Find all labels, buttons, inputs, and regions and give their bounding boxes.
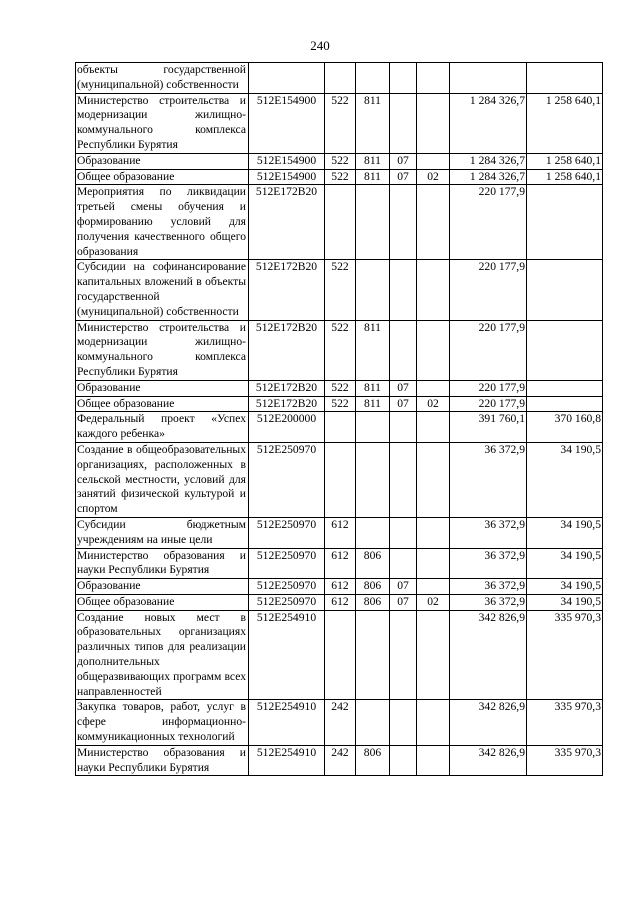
amount-year1-cell: 342 826,9 — [450, 610, 527, 700]
administrator-code-cell — [356, 517, 390, 548]
administrator-code-cell — [356, 412, 390, 443]
amount-year1-cell: 1 284 326,7 — [450, 153, 527, 169]
row-name-cell: Создание новых мест в образовательных организациях различных типов для реализации дополнительных общеразвивающих программ всех направленностей — [76, 610, 249, 700]
target-article-cell: 512E250970 — [249, 548, 325, 579]
amount-year1-cell — [450, 63, 527, 94]
subsection-cell — [417, 442, 450, 517]
expense-type-cell — [325, 442, 356, 517]
administrator-code-cell — [356, 63, 390, 94]
target-article-cell: 512E172B20 — [249, 260, 325, 320]
administrator-code-cell: 811 — [356, 320, 390, 380]
target-article-cell: 512E200000 — [249, 412, 325, 443]
table-row — [76, 412, 603, 443]
row-name-cell: Министерство образования и науки Республики Бурятия — [76, 548, 249, 579]
subsection-cell — [417, 93, 450, 153]
expense-type-cell — [325, 412, 356, 443]
target-article-cell: 512E250970 — [249, 594, 325, 610]
amount-year2-cell: 1 258 640,1 — [527, 93, 603, 153]
section-cell — [390, 185, 417, 260]
amount-year1-cell: 36 372,9 — [450, 548, 527, 579]
subsection-cell — [417, 412, 450, 443]
amount-year1-cell: 391 760,1 — [450, 412, 527, 443]
administrator-code-cell: 806 — [356, 594, 390, 610]
amount-year1-cell: 36 372,9 — [450, 442, 527, 517]
row-name-cell: Субсидии бюджетным учреждениям на иные цели — [76, 517, 249, 548]
amount-year1-cell: 342 826,9 — [450, 745, 527, 776]
administrator-code-cell — [356, 610, 390, 700]
section-cell — [390, 320, 417, 380]
table-row — [76, 169, 603, 185]
expense-type-cell: 522 — [325, 380, 356, 396]
administrator-code-cell — [356, 442, 390, 517]
table-row — [76, 93, 603, 153]
table-row — [76, 63, 603, 94]
table-row — [76, 153, 603, 169]
expense-type-cell: 522 — [325, 320, 356, 380]
amount-year2-cell — [527, 260, 603, 320]
section-cell — [390, 548, 417, 579]
budget-table — [75, 62, 603, 776]
target-article-cell — [249, 63, 325, 94]
amount-year2-cell: 335 970,3 — [527, 745, 603, 776]
table-row — [76, 700, 603, 745]
row-name-cell: Образование — [76, 579, 249, 595]
amount-year1-cell: 1 284 326,7 — [450, 169, 527, 185]
subsection-cell — [417, 63, 450, 94]
table-row — [76, 442, 603, 517]
amount-year1-cell: 1 284 326,7 — [450, 93, 527, 153]
subsection-cell — [417, 260, 450, 320]
section-cell — [390, 517, 417, 548]
expense-type-cell: 612 — [325, 594, 356, 610]
target-article-cell: 512E250970 — [249, 517, 325, 548]
row-name-cell: Субсидии на софинансирование капитальных вложений в объекты государственной (муниципальной) собственности — [76, 260, 249, 320]
amount-year2-cell — [527, 380, 603, 396]
administrator-code-cell: 811 — [356, 396, 390, 412]
subsection-cell: 02 — [417, 594, 450, 610]
row-name-cell: Общее образование — [76, 396, 249, 412]
administrator-code-cell: 806 — [356, 579, 390, 595]
row-name-cell: Министерство образования и науки Республики Бурятия — [76, 745, 249, 776]
target-article-cell: 512E154900 — [249, 169, 325, 185]
target-article-cell: 512E172B20 — [249, 396, 325, 412]
table-row — [76, 380, 603, 396]
subsection-cell: 02 — [417, 396, 450, 412]
subsection-cell — [417, 185, 450, 260]
row-name-cell: Создание в общеобразовательных организациях, расположенных в сельской местности, условий для занятий физической культурой и спортом — [76, 442, 249, 517]
expense-type-cell: 522 — [325, 169, 356, 185]
subsection-cell: 02 — [417, 169, 450, 185]
amount-year2-cell: 34 190,5 — [527, 548, 603, 579]
expense-type-cell: 612 — [325, 517, 356, 548]
row-name-cell: Мероприятия по ликвидации третьей смены обучения и формированию условий для получения качественного общего образования — [76, 185, 249, 260]
target-article-cell: 512E154900 — [249, 93, 325, 153]
target-article-cell: 512E154900 — [249, 153, 325, 169]
section-cell — [390, 610, 417, 700]
amount-year2-cell: 34 190,5 — [527, 517, 603, 548]
administrator-code-cell: 811 — [356, 169, 390, 185]
subsection-cell — [417, 610, 450, 700]
amount-year2-cell: 34 190,5 — [527, 594, 603, 610]
table-body — [76, 63, 603, 776]
expense-type-cell — [325, 63, 356, 94]
row-name-cell: Закупка товаров, работ, услуг в сфере информационно-коммуникационных технологий — [76, 700, 249, 745]
subsection-cell — [417, 700, 450, 745]
table-row — [76, 548, 603, 579]
amount-year2-cell: 370 160,8 — [527, 412, 603, 443]
expense-type-cell: 612 — [325, 579, 356, 595]
section-cell — [390, 93, 417, 153]
expense-type-cell — [325, 610, 356, 700]
table-row — [76, 517, 603, 548]
row-name-cell: Общее образование — [76, 594, 249, 610]
section-cell: 07 — [390, 396, 417, 412]
amount-year1-cell: 36 372,9 — [450, 594, 527, 610]
administrator-code-cell — [356, 260, 390, 320]
administrator-code-cell: 811 — [356, 380, 390, 396]
table-row — [76, 320, 603, 380]
page-number: 240 — [310, 38, 330, 53]
target-article-cell: 512E254910 — [249, 745, 325, 776]
amount-year1-cell: 220 177,9 — [450, 260, 527, 320]
amount-year2-cell — [527, 396, 603, 412]
expense-type-cell: 522 — [325, 260, 356, 320]
amount-year1-cell: 220 177,9 — [450, 380, 527, 396]
administrator-code-cell: 811 — [356, 93, 390, 153]
target-article-cell: 512E250970 — [249, 579, 325, 595]
row-name-cell: Министерство строительства и модернизации жилищно-коммунального комплекса Республики Бурятия — [76, 93, 249, 153]
amount-year1-cell: 36 372,9 — [450, 517, 527, 548]
amount-year2-cell: 1 258 640,1 — [527, 153, 603, 169]
amount-year2-cell: 34 190,5 — [527, 442, 603, 517]
table-row — [76, 610, 603, 700]
subsection-cell — [417, 745, 450, 776]
amount-year1-cell: 220 177,9 — [450, 320, 527, 380]
amount-year2-cell — [527, 320, 603, 380]
section-cell: 07 — [390, 579, 417, 595]
row-name-cell: Министерство строительства и модернизации жилищно-коммунального комплекса Республики Бурятия — [76, 320, 249, 380]
target-article-cell: 512E172B20 — [249, 185, 325, 260]
row-name-cell: Образование — [76, 153, 249, 169]
amount-year2-cell — [527, 185, 603, 260]
expense-type-cell: 522 — [325, 93, 356, 153]
section-cell — [390, 442, 417, 517]
expense-type-cell: 242 — [325, 745, 356, 776]
target-article-cell: 512E172B20 — [249, 380, 325, 396]
subsection-cell — [417, 153, 450, 169]
amount-year2-cell: 1 258 640,1 — [527, 169, 603, 185]
section-cell: 07 — [390, 594, 417, 610]
section-cell — [390, 63, 417, 94]
table-row — [76, 579, 603, 595]
target-article-cell: 512E254910 — [249, 700, 325, 745]
subsection-cell — [417, 320, 450, 380]
row-name-cell: Общее образование — [76, 169, 249, 185]
administrator-code-cell: 806 — [356, 745, 390, 776]
section-cell — [390, 412, 417, 443]
subsection-cell — [417, 548, 450, 579]
amount-year1-cell: 36 372,9 — [450, 579, 527, 595]
table-row — [76, 745, 603, 776]
section-cell — [390, 745, 417, 776]
section-cell: 07 — [390, 153, 417, 169]
subsection-cell — [417, 579, 450, 595]
amount-year2-cell: 34 190,5 — [527, 579, 603, 595]
row-name-cell: Федеральный проект «Успех каждого ребенка» — [76, 412, 249, 443]
administrator-code-cell: 811 — [356, 153, 390, 169]
administrator-code-cell: 806 — [356, 548, 390, 579]
administrator-code-cell — [356, 700, 390, 745]
amount-year1-cell: 342 826,9 — [450, 700, 527, 745]
target-article-cell: 512E254910 — [249, 610, 325, 700]
amount-year2-cell: 335 970,3 — [527, 610, 603, 700]
section-cell: 07 — [390, 380, 417, 396]
subsection-cell — [417, 517, 450, 548]
amount-year1-cell: 220 177,9 — [450, 396, 527, 412]
expense-type-cell: 612 — [325, 548, 356, 579]
section-cell — [390, 700, 417, 745]
target-article-cell: 512E172B20 — [249, 320, 325, 380]
target-article-cell: 512E250970 — [249, 442, 325, 517]
table-row — [76, 396, 603, 412]
row-name-cell: объекты государственной (муниципальной) собственности — [76, 63, 249, 94]
amount-year2-cell: 335 970,3 — [527, 700, 603, 745]
expense-type-cell: 522 — [325, 396, 356, 412]
table-row — [76, 185, 603, 260]
administrator-code-cell — [356, 185, 390, 260]
section-cell: 07 — [390, 169, 417, 185]
table-row — [76, 594, 603, 610]
amount-year2-cell — [527, 63, 603, 94]
expense-type-cell: 242 — [325, 700, 356, 745]
expense-type-cell — [325, 185, 356, 260]
expense-type-cell: 522 — [325, 153, 356, 169]
section-cell — [390, 260, 417, 320]
row-name-cell: Образование — [76, 380, 249, 396]
subsection-cell — [417, 380, 450, 396]
table-row — [76, 260, 603, 320]
amount-year1-cell: 220 177,9 — [450, 185, 527, 260]
